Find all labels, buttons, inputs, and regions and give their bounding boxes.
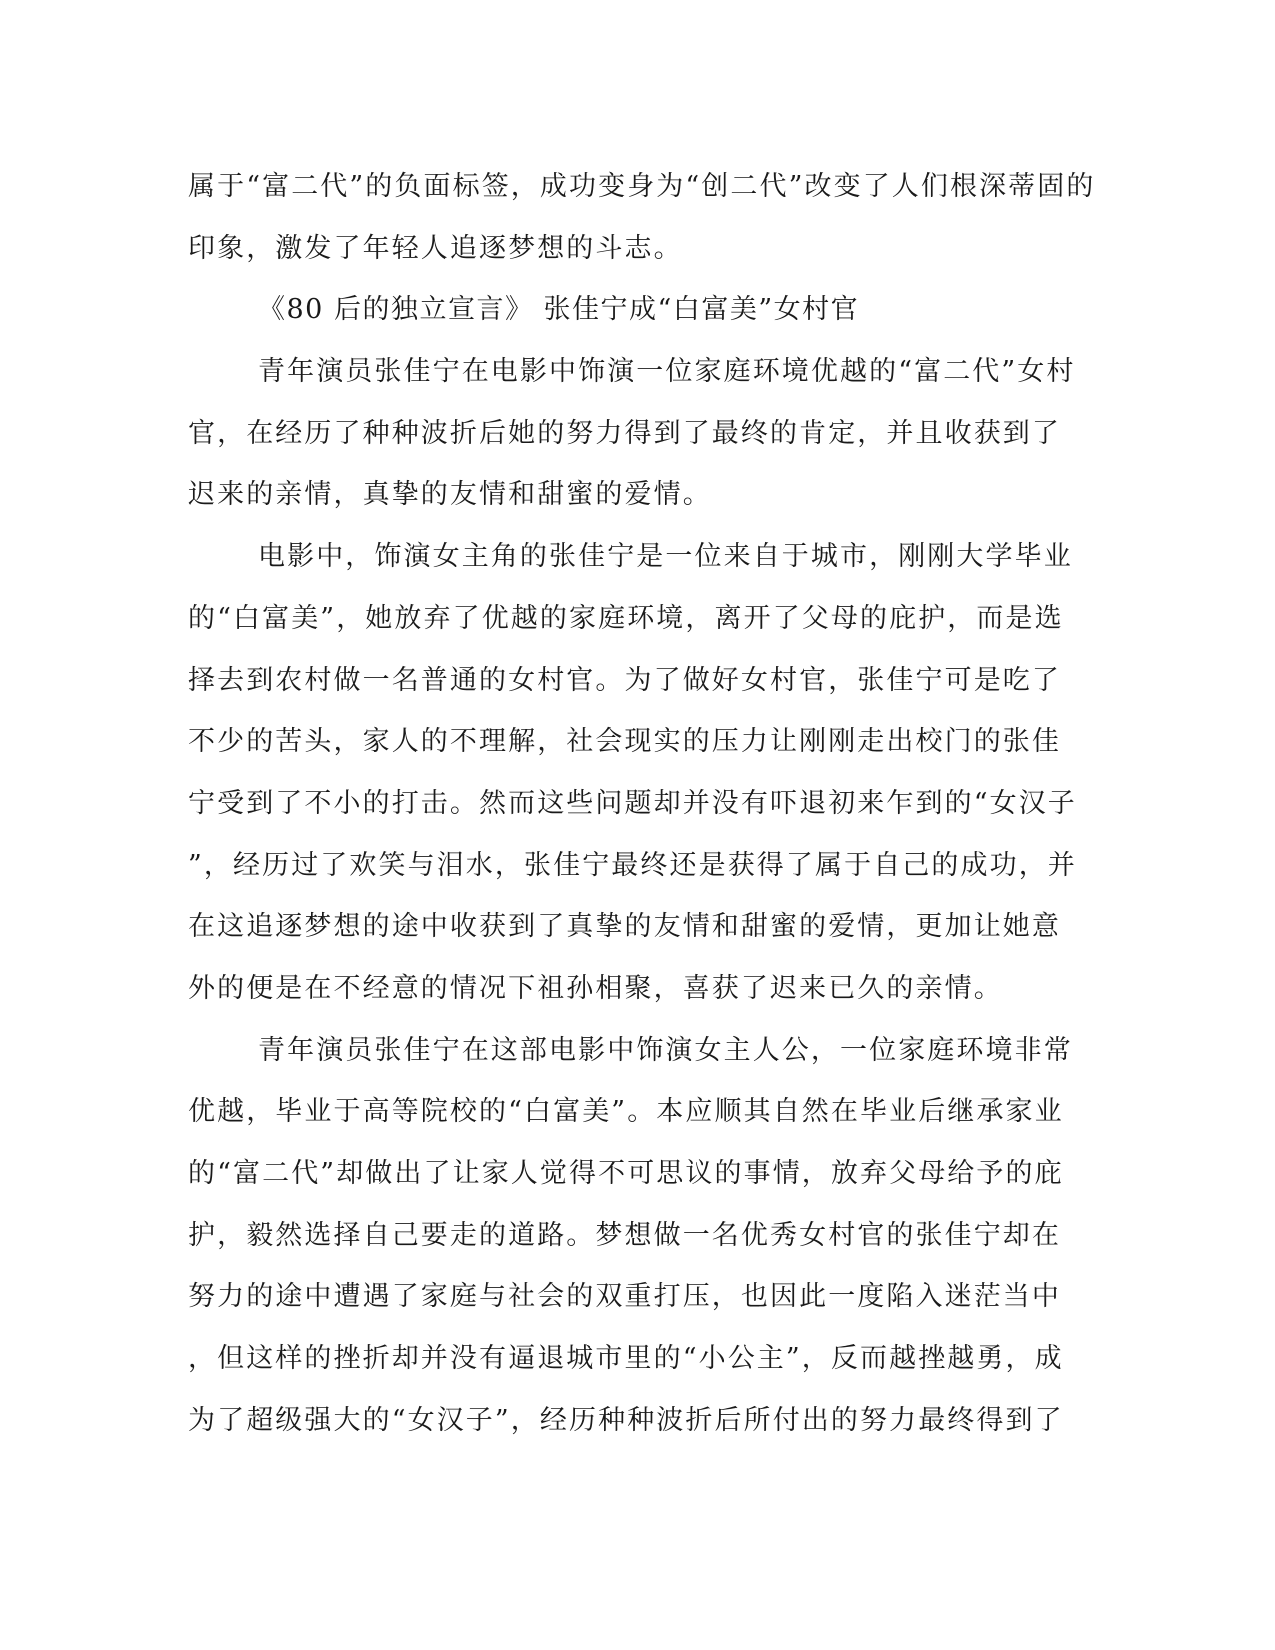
paragraph-line: 宁受到了不小的打击。然而这些问题却并没有吓退初来乍到的“女汉子 bbox=[188, 787, 1077, 819]
paragraph-line: 外的便是在不经意的情况下祖孙相聚，喜获了迟来已久的亲情。 bbox=[188, 972, 1003, 1004]
paragraph-line: 护，毅然选择自己要走的道路。梦想做一名优秀女村官的张佳宁却在 bbox=[188, 1219, 1061, 1251]
paragraph-line: 的“白富美”，她放弃了优越的家庭环境，离开了父母的庇护，而是选 bbox=[188, 602, 1064, 634]
paragraph-line: ”，经历过了欢笑与泪水，张佳宁最终还是获得了属于自己的成功，并 bbox=[188, 849, 1077, 881]
paragraph-line: 不少的苦头，家人的不理解，社会现实的压力让刚刚走出校门的张佳 bbox=[188, 726, 1061, 758]
section-heading: 《80 后的独立宣言》 张佳宁成“白富美”女村官 bbox=[258, 294, 860, 326]
paragraph-line: 迟来的亲情，真挚的友情和甜蜜的爱情。 bbox=[188, 479, 712, 511]
paragraph-line: 电影中，饰演女主角的张佳宁是一位来自于城市，刚刚大学毕业 bbox=[258, 541, 1073, 573]
paragraph-line: 努力的途中遭遇了家庭与社会的双重打压，也因此一度陷入迷茫当中 bbox=[188, 1281, 1061, 1313]
paragraph-line: 择去到农村做一名普通的女村官。为了做好女村官，张佳宁可是吃了 bbox=[188, 664, 1061, 696]
paragraph-line: 印象，激发了年轻人追逐梦想的斗志。 bbox=[188, 232, 683, 264]
paragraph-line: 优越，毕业于高等院校的“白富美”。本应顺其自然在毕业后继承家业 bbox=[188, 1096, 1064, 1128]
body-text bbox=[188, 156, 1096, 1451]
paragraph-line: 官，在经历了种种波折后她的努力得到了最终的肯定，并且收获到了 bbox=[188, 417, 1061, 449]
paragraph-line: 为了超级强大的“女汉子”，经历种种波折后所付出的努力最终得到了 bbox=[188, 1404, 1064, 1436]
paragraph-line: 属于“富二代”的负面标签，成功变身为“创二代”改变了人们根深蒂固的 bbox=[188, 171, 1096, 202]
paragraph-line: ，但这样的挫折却并没有逼退城市里的“小公主”，反而越挫越勇，成 bbox=[188, 1343, 1064, 1375]
paragraph-line: 在这追逐梦想的途中收获到了真挚的友情和甜蜜的爱情，更加让她意 bbox=[188, 911, 1061, 943]
paragraph-line: 青年演员张佳宁在这部电影中饰演女主人公，一位家庭环境非常 bbox=[258, 1034, 1073, 1066]
paragraph-line: 青年演员张佳宁在电影中饰演一位家庭环境优越的“富二代”女村 bbox=[258, 356, 1076, 388]
paragraph-line: 的“富二代”却做出了让家人觉得不可思议的事情，放弃父母给予的庇 bbox=[188, 1158, 1064, 1189]
